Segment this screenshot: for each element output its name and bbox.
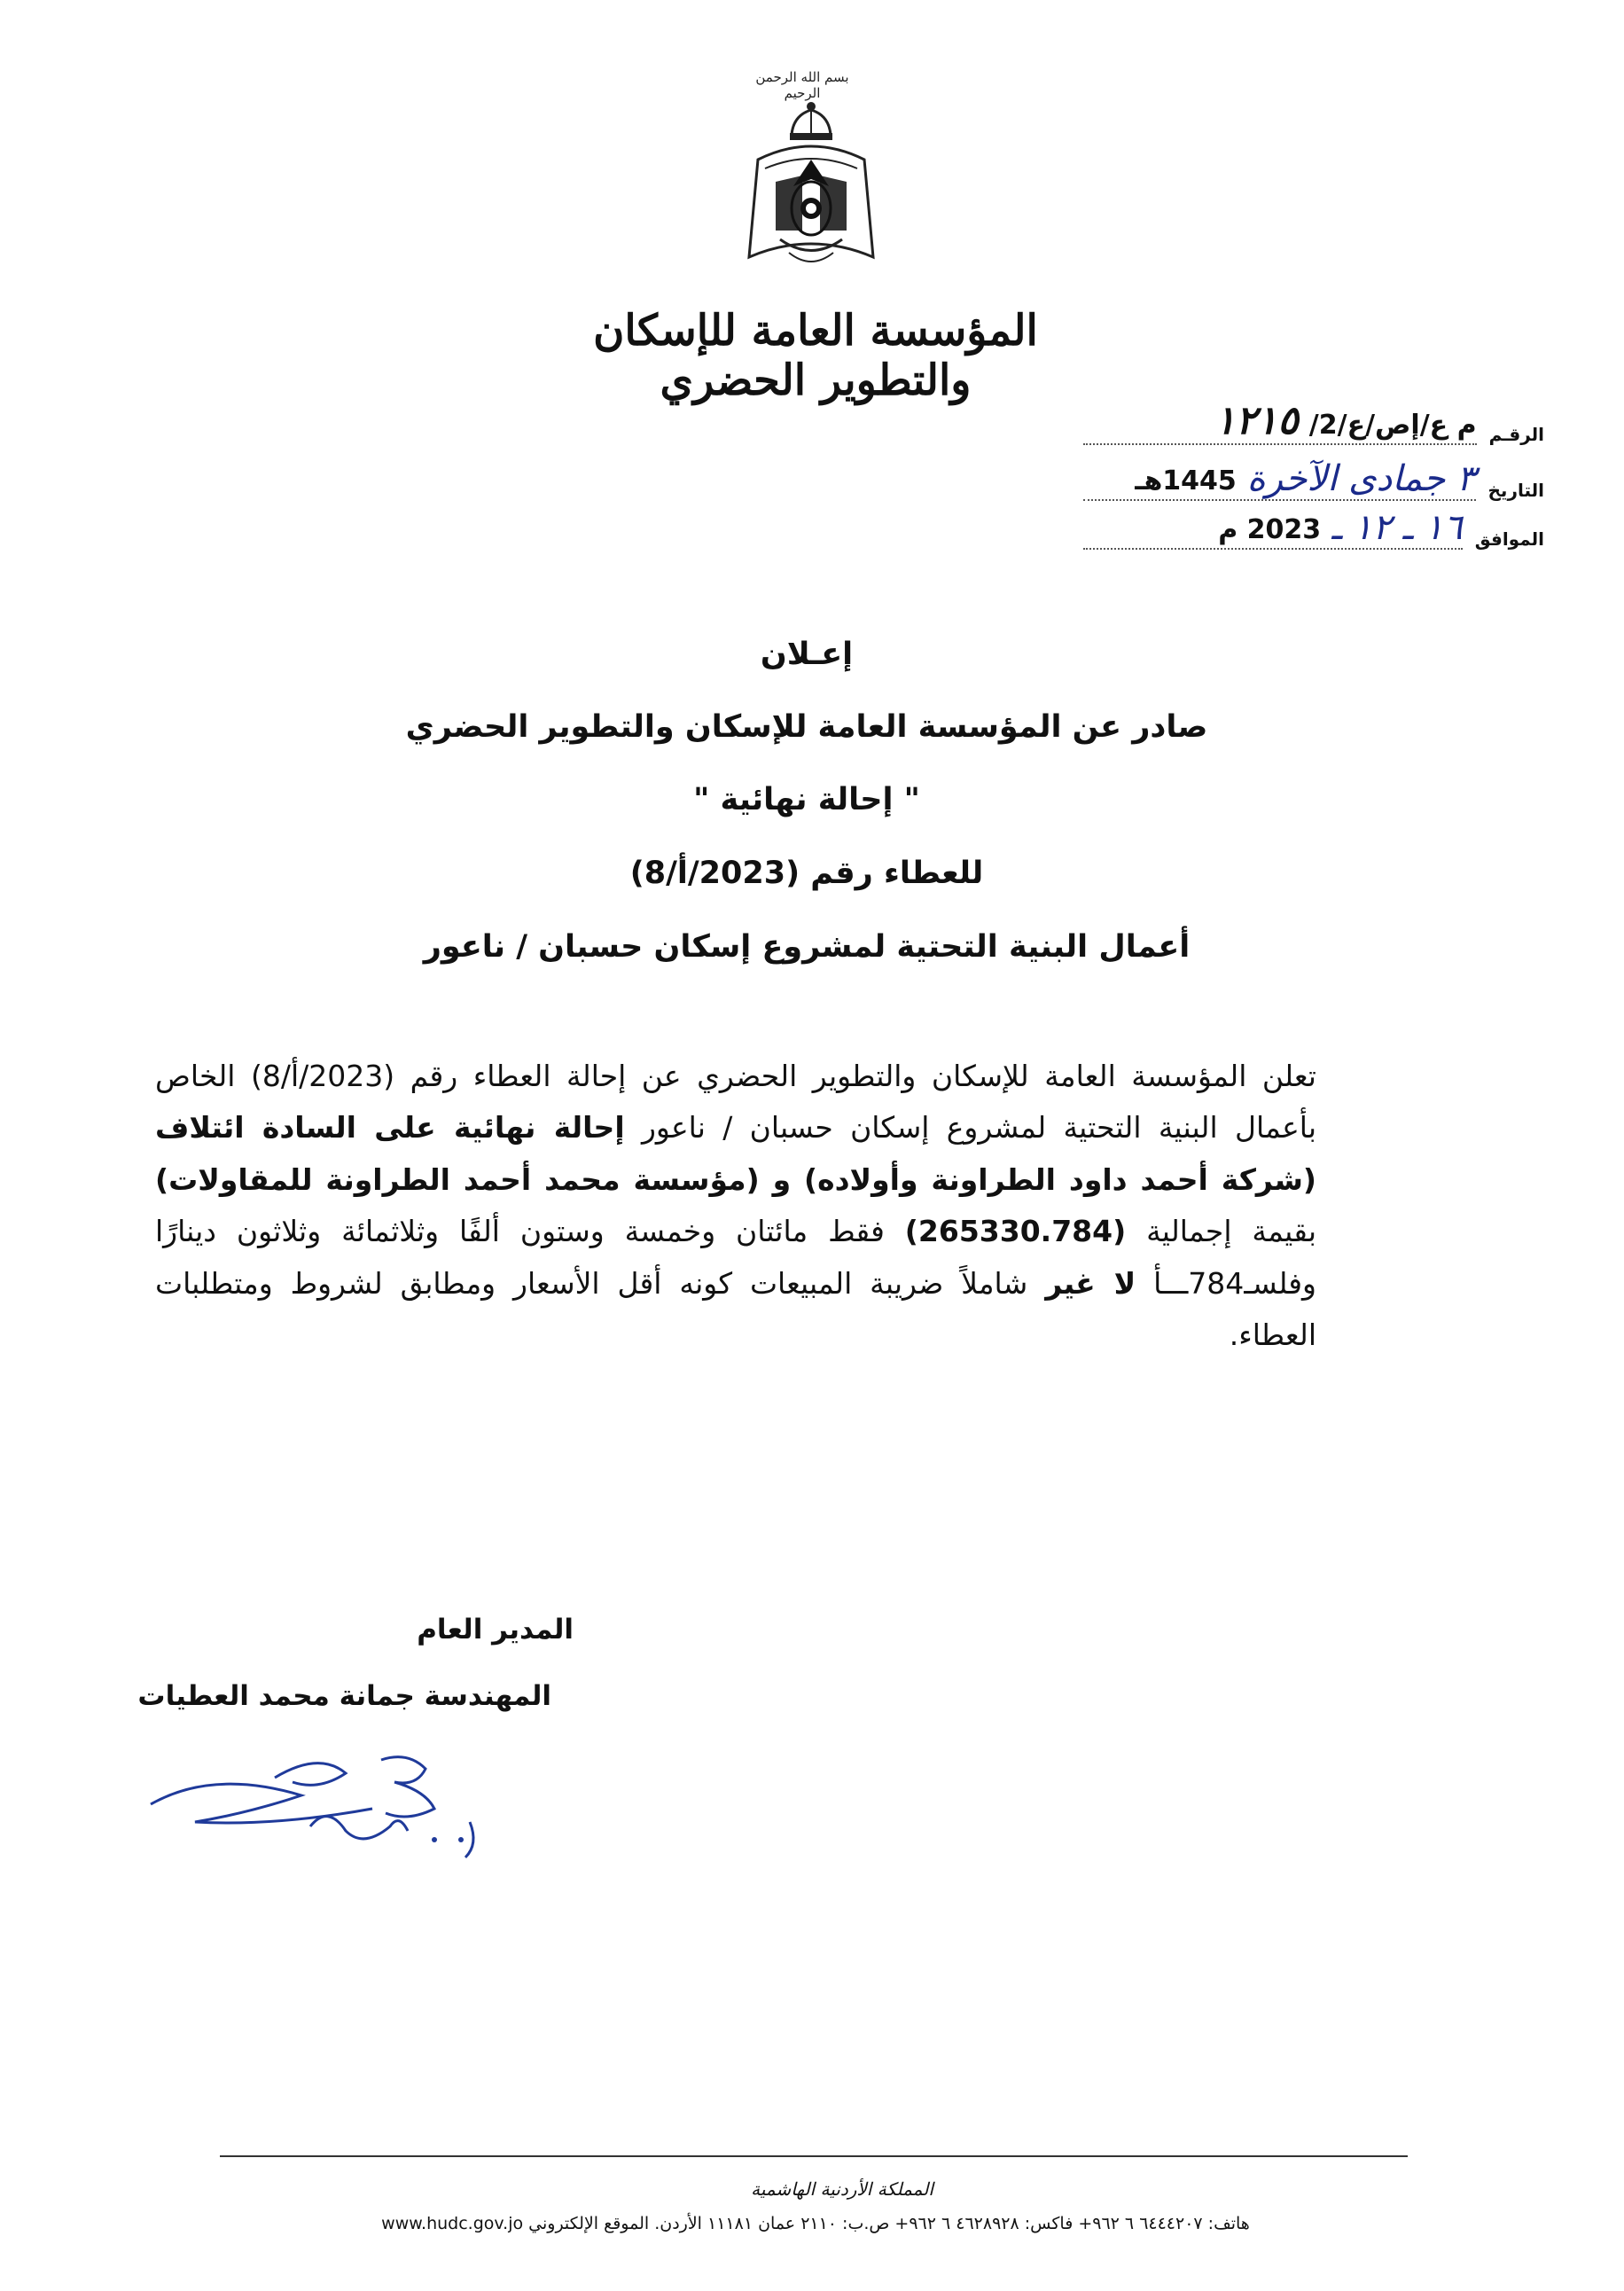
footer-country: المملكة الأردنية الهاشمية xyxy=(751,2178,933,2200)
reference-number-field xyxy=(1083,398,1477,445)
body-amount: (265330.784) xyxy=(904,1214,1127,1249)
basmala: بسم الله الرحمن الرحيم xyxy=(755,69,849,101)
handwritten-signature xyxy=(142,1742,532,1875)
signatory-name: المهندسة جمانة محمد العطيات xyxy=(137,1680,551,1712)
footer-divider xyxy=(220,2155,1408,2157)
gregorian-date-field xyxy=(1083,508,1463,550)
body-amount-words: فقط مائتان وخمسة وستون ألفًا وثلاثمائة وثلاثون دينارًا وفلسـ784ـــأ xyxy=(155,1214,1316,1301)
body-closing: شاملاً ضريبة المبيعات كونه أقل الأسعار ومطابق لشروط ومتطلبات العطاء. xyxy=(155,1265,1316,1353)
body-intro: تعلن المؤسسة العامة للإسكان والتطوير الحضري عن إحالة العطاء رقم (2023/أ/8) الخاص بأعمال البنية التحتية لمشروع إسكان حسبان / ناعور xyxy=(155,1059,1317,1146)
gregorian-date-handwritten: ١٦ ـ ١٢ ـ xyxy=(1331,507,1463,548)
announcement-body xyxy=(155,1051,1316,1361)
signatory-title: المدير العام xyxy=(417,1614,574,1646)
footer-contact-info: هاتف: ٦٤٤٤٢٠٧ ٦ ٩٦٢+ فاكس: ٤٦٢٨٩٢٨ ٦ ٩٦٢+ ص.ب: ٢١١٠ عمان ١١١٨١ الأردن. الموقع الإلكتروني www.hudc.gov.jo xyxy=(381,2214,1250,2233)
reference-number-row xyxy=(1083,398,1544,445)
body-value-intro: بقيمة إجمالية xyxy=(1126,1214,1317,1249)
announcement-title: إعـلان xyxy=(760,637,854,672)
body-award-phrase: إحالة نهائية على السادة ائتلاف (شركة أحمد داود الطراونة وأولاده) و (مؤسسة محمد أحمد الطراونة للمقاولات) xyxy=(155,1110,1316,1197)
reference-number-printed: م ع/إص/ع/2/ xyxy=(1308,410,1477,441)
hijri-date-row xyxy=(1083,457,1544,501)
hijri-year-printed: 1445هـ xyxy=(1135,465,1237,497)
announcement-issuer: صادر عن المؤسسة العامة للإسكان والتطوير الحضري xyxy=(405,709,1208,745)
organization-name: المؤسسة العامة للإسكان والتطوير الحضري xyxy=(593,306,1038,405)
jordan-coat-of-arms-emblem xyxy=(740,98,882,279)
project-title: أعمال البنية التحتية لمشروع إسكان حسبان / ناعور xyxy=(423,929,1191,965)
tender-number: للعطاء رقم (2023/أ/8) xyxy=(629,856,984,891)
gregorian-year-printed: 2023 م xyxy=(1218,514,1322,545)
reference-number-label: الرقـم xyxy=(1488,424,1544,445)
gregorian-date-label: الموافق xyxy=(1474,528,1544,550)
body-exclusive-phrase: لا غير xyxy=(1045,1265,1136,1301)
reference-number-handwritten: ١٢١٥ xyxy=(1214,398,1299,443)
hijri-date-handwritten: ٣ جمادى الآخرة xyxy=(1246,458,1476,499)
gregorian-date-row xyxy=(1083,505,1544,550)
hijri-date-label: التاريخ xyxy=(1487,480,1544,501)
hijri-date-field xyxy=(1083,459,1476,501)
announcement-subject: " إحالة نهائية " xyxy=(693,782,920,817)
